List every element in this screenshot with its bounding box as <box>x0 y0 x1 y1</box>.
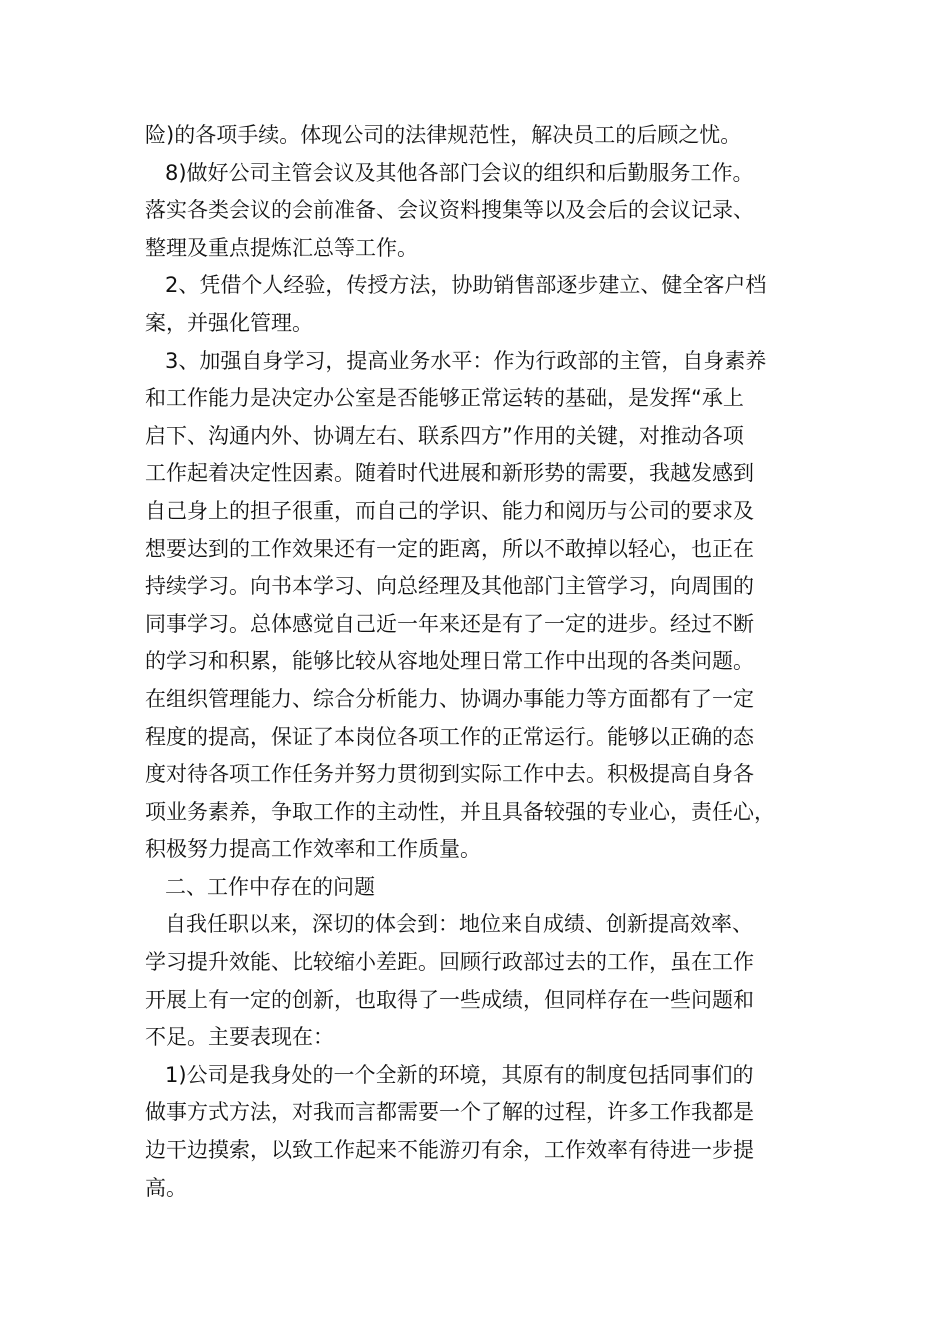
text-line: 度对待各项工作任务并努力贯彻到实际工作中去。积极提高自身各 <box>145 762 754 787</box>
text-line: 同事学习。总体感觉自己近一年来还是有了一定的进步。经过不断 <box>145 611 754 636</box>
text-line: 程度的提高，保证了本岗位各项工作的正常运行。能够以正确的态 <box>145 724 754 749</box>
text-line: 不足。主要表现在： <box>145 1025 334 1050</box>
text-line: 自己身上的担子很重，而自己的学识、能力和阅历与公司的要求及 <box>145 498 754 523</box>
text-line: 和工作能力是决定办公室是否能够正常运转的基础，是发挥“承上 <box>145 386 744 411</box>
text-line: 想要达到的工作效果还有一定的距离，所以不敢掉以轻心，也正在 <box>145 536 754 561</box>
text-line: 启下、沟通内外、协调左右、联系四方”作用的关键，对推动各项 <box>145 423 744 448</box>
text-line: 项业务素养，争取工作的主动性，并且具备较强的专业心，责任心， <box>145 799 775 824</box>
text-line: 持续学习。向书本学习、向总经理及其他部门主管学习，向周围的 <box>145 574 754 599</box>
text-line: 险)的各项手续。体现公司的法律规范性，解决员工的后顾之忧。 <box>145 123 742 147</box>
section-heading: 二、工作中存在的问题 <box>165 874 375 899</box>
document-body <box>145 117 835 1207</box>
numbered-paragraph-3: 3、加强自身学习，提高业务水平：作为行政部的主管，自身素养 <box>165 348 767 373</box>
numbered-paragraph-2: 2、凭借个人经验，传授方法，协助销售部逐步建立、健全客户档 <box>165 273 767 298</box>
text-line: 学习提升效能、比较缩小差距。回顾行政部过去的工作，虽在工作 <box>145 950 754 975</box>
text-line: 的学习和积累，能够比较从容地处理日常工作中出现的各类问题。 <box>145 649 754 674</box>
paragraph-start: 自我任职以来，深切的体会到：地位来自成绩、创新提高效率、 <box>165 912 753 937</box>
text-line: 工作起着决定性因素。随着时代进展和新形势的需要，我越发感到 <box>145 461 754 486</box>
text-line: 边干边摸索，以致工作起来不能游刃有余，工作效率有待进一步提 <box>145 1138 754 1163</box>
text-line: 在组织管理能力、综合分析能力、协调办事能力等方面都有了一定 <box>145 686 754 711</box>
list-item-8: 8)做好公司主管会议及其他各部门会议的组织和后勤服务工作。 <box>165 160 754 185</box>
text-line: 案，并强化管理。 <box>145 310 313 335</box>
text-line: 高。 <box>145 1175 187 1200</box>
text-line: 整理及重点提炼汇总等工作。 <box>145 235 418 260</box>
text-line: 开展上有一定的创新，也取得了一些成绩，但同样存在一些问题和 <box>145 987 754 1012</box>
list-item-1: 1)公司是我身处的一个全新的环境，其原有的制度包括同事们的 <box>165 1062 754 1087</box>
text-line: 积极努力提高工作效率和工作质量。 <box>145 837 481 862</box>
text-line: 落实各类会议的会前准备、会议资料搜集等以及会后的会议记录、 <box>145 198 754 223</box>
text-line: 做事方式方法，对我而言都需要一个了解的过程，许多工作我都是 <box>145 1100 754 1125</box>
